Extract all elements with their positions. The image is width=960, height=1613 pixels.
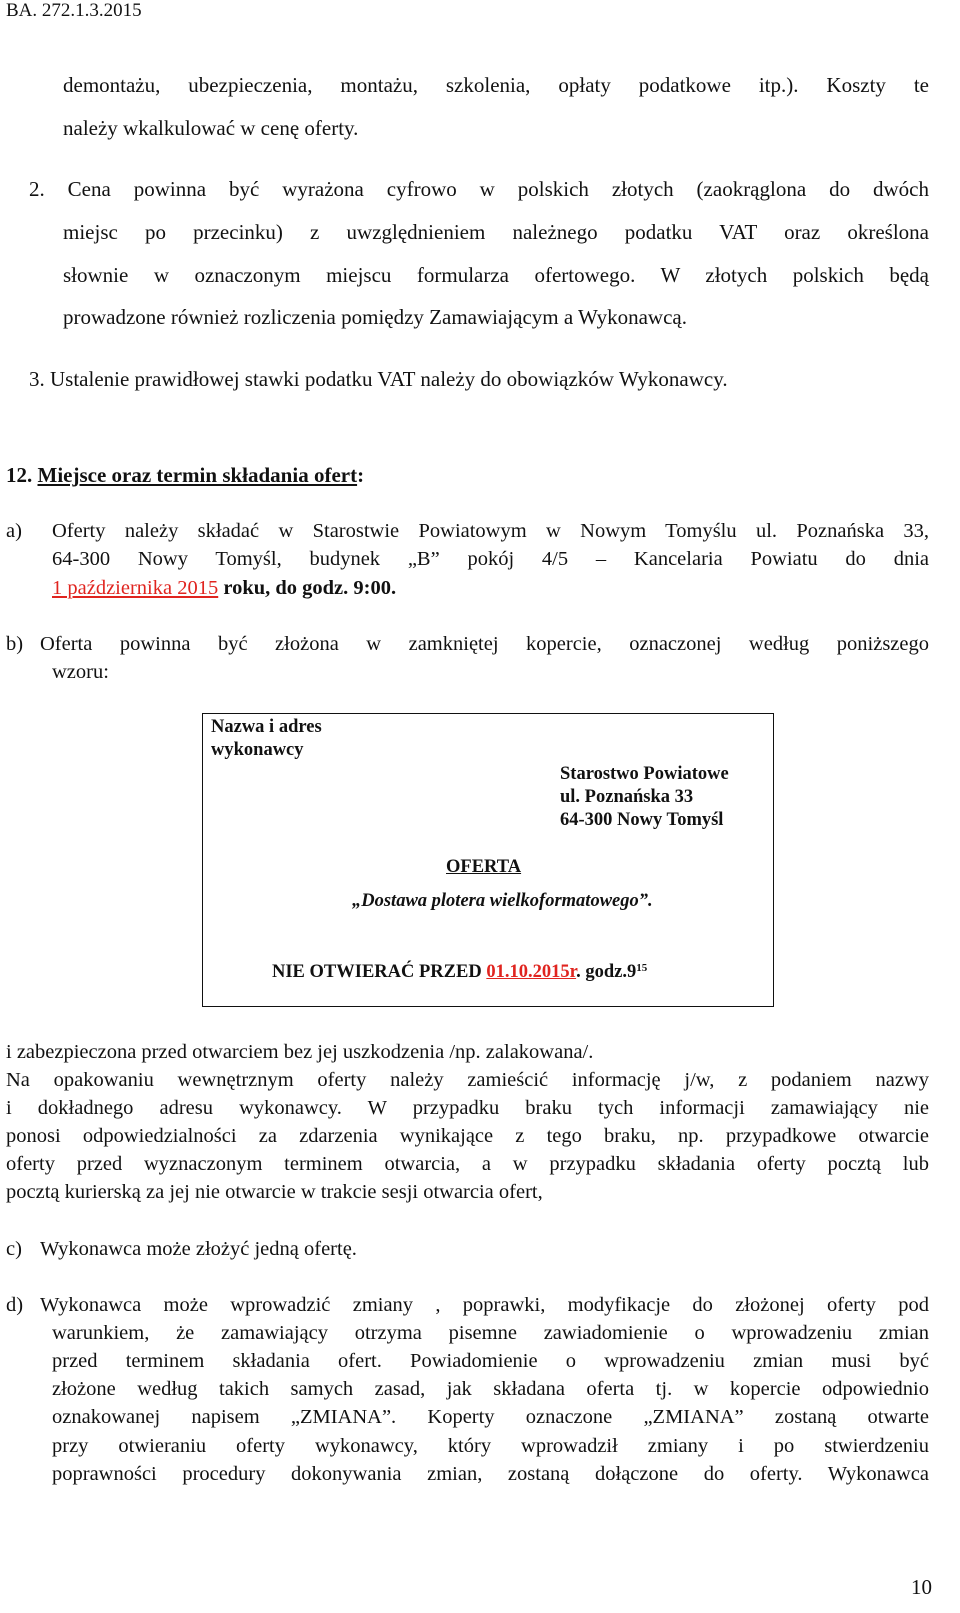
item-d-line-2: warunkiem, że zamawiający otrzyma pisemne zawiadomienie o wprowadzeniu zmian [52, 1322, 929, 1344]
item-d-line-1: Wykonawca może wprowadzić zmiany , poprawki, modyfikacje do złożonej oferty pod [40, 1294, 929, 1316]
item-d-line-6: przy otwieraniu oferty wykonawcy, który wprowadził zmiany i po stwierdzeniu [52, 1435, 929, 1457]
warning-minutes: 15 [636, 962, 648, 974]
item-d-line-5: oznakowanej napisem „ZMIANA”. Koperty oznaczone „ZMIANA” zostaną otwarte [52, 1406, 929, 1428]
item-b-line-1: Oferta powinna być złożona w zamkniętej kopercie, oznaczonej według poniższego [40, 633, 929, 655]
after-box-line-4: ponosi odpowiedzialności za zdarzenia wynikające z tego braku, np. przypadkowe otwarcie [6, 1125, 929, 1147]
warning-date: 01.10.2015r [486, 962, 577, 982]
section-title: Miejsce oraz termin składania ofert [37, 463, 358, 487]
warning-suffix: . godz.9 [576, 962, 637, 982]
point-3-line-1: 3. Ustalenie prawidłowej stawki podatku VAT należy do obowiązków Wykonawcy. [29, 367, 728, 391]
paragraph-1-line-1: demontażu, ubezpieczenia, montażu, szkolenia, opłaty podatkowe itp.). Koszty te [63, 73, 929, 97]
item-b-marker: b) [6, 633, 24, 655]
item-a-line-1: Oferty należy składać w Starostwie Powiatowym w Nowym Tomyślu ul. Poznańska 33, [52, 520, 929, 542]
point-2-line-1: 2. Cena powinna być wyrażona cyfrowo w polskich złotych (zaokrąglona do dwóch [29, 177, 929, 201]
point-2-line-3: słownie w oznaczonym miejscu formularza ofertowego. W złotych polskich będą [63, 263, 929, 287]
deadline-time: roku, do godz. 9:00. [218, 577, 397, 599]
recipient-line-3: 64-300 Nowy Tomyśl [560, 810, 724, 830]
sender-label-line-2: wykonawcy [211, 740, 304, 760]
item-d-line-4: złożone według takich samych zasad, jak składana oferta tj. w kopercie odpowiednio [52, 1378, 929, 1400]
after-box-line-6: pocztą kurierską za jej nie otwarcie w trakcie sesji otwarcia ofert, [6, 1181, 543, 1203]
after-box-line-3: i dokładnego adresu wykonawcy. W przypadku braku tych informacji zamawiający nie [6, 1097, 929, 1119]
item-a-marker: a) [6, 520, 22, 542]
warning-prefix: NIE OTWIERAĆ PRZED [272, 962, 487, 982]
point-2-line-4: prowadzone również rozliczenia pomiędzy Zamawiającym a Wykonawcą. [63, 305, 687, 329]
item-d-line-3: przed terminem składania ofert. Powiadomienie o wprowadzeniu zmian musi być [52, 1350, 929, 1372]
deadline-date: 1 października 2015 [52, 577, 219, 599]
after-box-line-2: Na opakowaniu wewnętrznym oferty należy zamieścić informację j/w, z podaniem nazwy [6, 1069, 929, 1091]
item-a-line-2: 64-300 Nowy Tomyśl, budynek „B” pokój 4/5 – Kancelaria Powiatu do dnia [52, 548, 929, 570]
paragraph-1-line-2: należy wkalkulować w cenę oferty. [63, 116, 359, 140]
document-reference: BA. 272.1.3.2015 [6, 0, 142, 21]
after-box-line-5: oferty przed wyznaczonym terminem otwarcia, a w przypadku składania oferty pocztą lub [6, 1153, 929, 1175]
item-d-line-7: poprawności procedury dokonywania zmian, zostaną dołączone do oferty. Wykonawca [52, 1463, 929, 1485]
item-d-marker: d) [6, 1294, 24, 1316]
recipient-line-2: ul. Poznańska 33 [560, 787, 694, 807]
section-title-colon: : [357, 463, 365, 487]
recipient-line-1: Starostwo Powiatowe [560, 764, 729, 784]
do-not-open-warning [272, 961, 647, 984]
item-c-line-1: Wykonawca może złożyć jedną ofertę. [40, 1238, 357, 1260]
section-12-heading [6, 463, 364, 487]
sender-label-line-1: Nazwa i adres [211, 717, 322, 737]
offer-label: OFERTA [446, 857, 522, 877]
after-box-line-1: i zabezpieczona przed otwarciem bez jej uszkodzenia /np. zalakowana/. [6, 1041, 594, 1063]
item-c-marker: c) [6, 1238, 22, 1260]
item-b-line-2: wzoru: [52, 661, 109, 683]
section-number: 12. [6, 463, 33, 487]
offer-subject: „Dostawa plotera wielkoformatowego”. [352, 891, 653, 911]
item-a-line-3 [52, 576, 396, 600]
point-2-line-2: miejsc po przecinku) z uwzględnieniem należnego podatku VAT oraz określona [63, 220, 929, 244]
page-number: 10 [911, 1575, 932, 1599]
